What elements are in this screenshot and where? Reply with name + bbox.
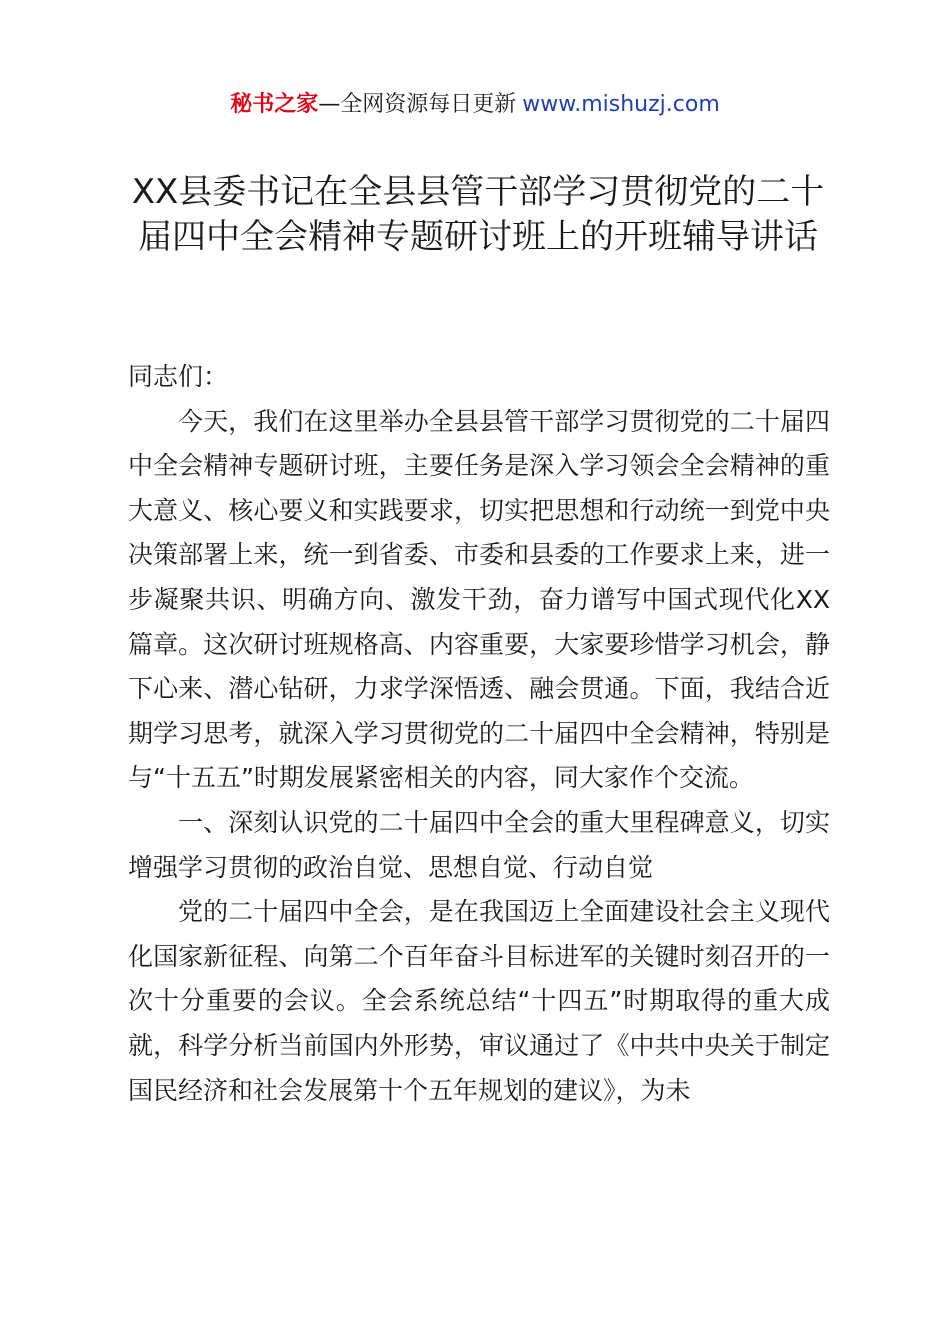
site-url-link[interactable]: www.mishuzj.com — [522, 92, 720, 117]
site-tagline: —全网资源每日更新 — [318, 92, 517, 117]
brand-name: 秘书之家 — [230, 92, 319, 117]
salutation: 同志们： — [128, 362, 229, 391]
document-body — [128, 355, 830, 1113]
paragraph-2: 党的二十届四中全会，是在我国迈上全面建设社会主义现代化国家新征程、向第二个百年奋斗目标进军的关键时刻召开的一次十分重要的会议。全会系统总结“十四五”时期取得的重大成就，科学分析当前国内外形势，审议通过了《中共中央关于制定国民经济和社会发展第十个五年规划的建议》，为未 — [128, 897, 830, 1105]
paragraph-1: 今天，我们在这里举办全县县管干部学习贯彻党的二十届四中全会精神专题研讨班，主要任务是深入学习领会全会精神的重大意义、核心要义和实践要求，切实把思想和行动统一到党中央决策部署上来，统一到省委、市委和县委的工作要求上来，进一步凝聚共识、明确方向、激发干劲，奋力谱写中国式现代化XX篇章。这次研讨班规格高、内容重要，大家要珍惜学习机会，静下心来、潜心钻研，力求学深悟透、融会贯通。下面，我结合近期学习思考，就深入学习贯彻党的二十届四中全会精神，特别是与“十五五”时期发展紧密相关的内容，同大家作个交流。 — [128, 406, 830, 793]
section-1-heading: 一、深刻认识党的二十届四中全会的重大里程碑意义，切实增强学习贯彻的政治自觉、思想自觉、行动自觉 — [128, 807, 830, 882]
site-header — [0, 88, 950, 122]
document-title: XX县委书记在全县县管干部学习贯彻党的二十届四中全会精神专题研讨班上的开班辅导讲话 — [131, 172, 825, 257]
